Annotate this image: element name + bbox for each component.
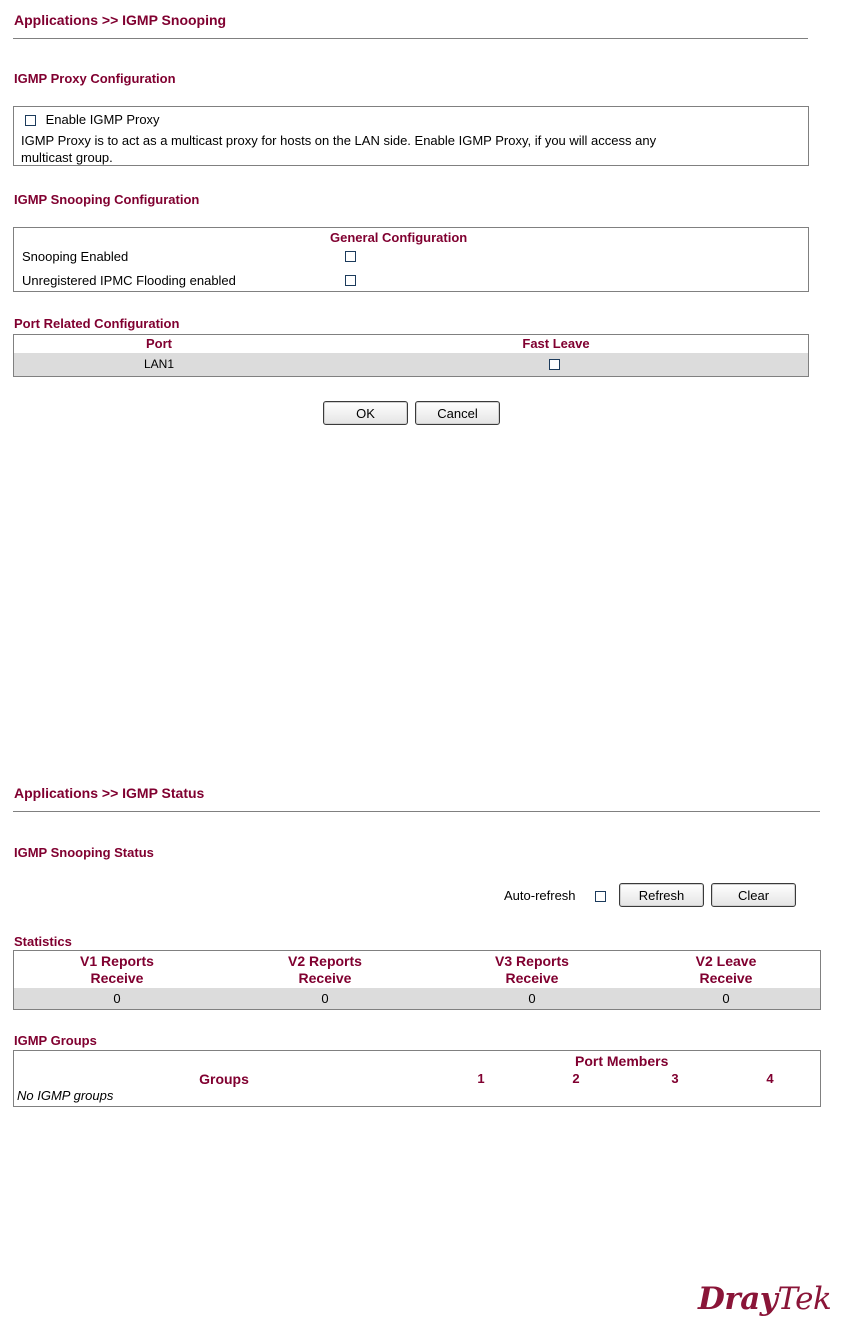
draytek-logo xyxy=(698,1281,831,1317)
no-groups-text: No IGMP groups xyxy=(17,1088,114,1103)
member-port-1-header: 1 xyxy=(477,1071,485,1086)
groups-column-header: Groups xyxy=(199,1071,249,1087)
general-config-box xyxy=(13,227,809,292)
status-section-title: IGMP Snooping Status xyxy=(14,845,154,860)
proxy-description-line1: IGMP Proxy is to act as a multicast proxy for hosts on the LAN side. Enable IGMP Proxy, if you will access any xyxy=(21,133,657,148)
proxy-checkbox-row xyxy=(25,112,160,127)
clear-button[interactable]: Clear xyxy=(711,883,796,907)
statistics-label: Statistics xyxy=(14,934,72,949)
table-row xyxy=(14,988,820,1009)
proxy-section-title: IGMP Proxy Configuration xyxy=(14,71,176,86)
proxy-description-line2: multicast group. xyxy=(21,150,113,165)
snooping-enabled-checkbox[interactable] xyxy=(345,251,356,262)
page-title-snooping: Applications >> IGMP Snooping xyxy=(14,12,227,28)
fast-leave-checkbox[interactable] xyxy=(549,359,560,370)
flooding-checkbox[interactable] xyxy=(345,275,356,286)
port-cell: LAN1 xyxy=(143,357,175,371)
v2-header-line1: V2 Reports xyxy=(288,953,362,969)
v2-header-line2: Receive xyxy=(298,970,352,986)
port-section-title: Port Related Configuration xyxy=(14,316,180,331)
proxy-config-box xyxy=(13,106,809,166)
refresh-button[interactable]: Refresh xyxy=(619,883,704,907)
snooping-section-title: IGMP Snooping Configuration xyxy=(14,192,200,207)
v3-header-line1: V3 Reports xyxy=(495,953,569,969)
member-port-2-header: 2 xyxy=(572,1071,580,1086)
v1-header-line2: Receive xyxy=(90,970,144,986)
cancel-button[interactable]: Cancel xyxy=(415,401,500,425)
member-port-4-header: 4 xyxy=(766,1071,774,1086)
ok-button[interactable]: OK xyxy=(323,401,408,425)
status-title-divider xyxy=(13,811,820,812)
v1-header-line1: V1 Reports xyxy=(80,953,154,969)
auto-refresh-checkbox[interactable] xyxy=(595,891,606,902)
v1-reports-value: 0 xyxy=(113,991,121,1006)
auto-refresh-label: Auto-refresh xyxy=(504,888,576,903)
snooping-enabled-label: Snooping Enabled xyxy=(22,249,129,264)
v3-reports-header xyxy=(432,953,632,987)
flooding-label: Unregistered IPMC Flooding enabled xyxy=(22,273,236,288)
fast-leave-column-header: Fast Leave xyxy=(522,336,590,351)
port-column-header: Port xyxy=(146,336,172,351)
enable-igmp-proxy-label: Enable IGMP Proxy xyxy=(45,112,160,127)
port-config-table xyxy=(13,334,809,377)
v3-reports-value: 0 xyxy=(528,991,536,1006)
logo-part-dray: Dray xyxy=(698,1281,778,1317)
title-divider xyxy=(13,38,808,39)
igmp-groups-table xyxy=(13,1050,821,1107)
logo-part-tek: Tek xyxy=(777,1281,832,1317)
v2-reports-header xyxy=(225,953,425,987)
member-port-3-header: 3 xyxy=(671,1071,679,1086)
v2-leave-header xyxy=(626,953,826,987)
page-title-status: Applications >> IGMP Status xyxy=(14,785,205,801)
statistics-table xyxy=(13,950,821,1010)
v1-reports-header xyxy=(17,953,217,987)
table-row xyxy=(14,353,808,376)
v2-leave-header-line2: Receive xyxy=(699,970,753,986)
port-members-header: Port Members xyxy=(575,1053,669,1069)
v2-reports-value: 0 xyxy=(321,991,329,1006)
igmp-groups-label: IGMP Groups xyxy=(14,1033,97,1048)
v2-leave-header-line1: V2 Leave xyxy=(695,953,757,969)
v3-header-line2: Receive xyxy=(505,970,559,986)
v2-leave-value: 0 xyxy=(722,991,730,1006)
general-config-header: General Configuration xyxy=(330,230,468,245)
enable-igmp-proxy-checkbox[interactable] xyxy=(25,115,36,126)
